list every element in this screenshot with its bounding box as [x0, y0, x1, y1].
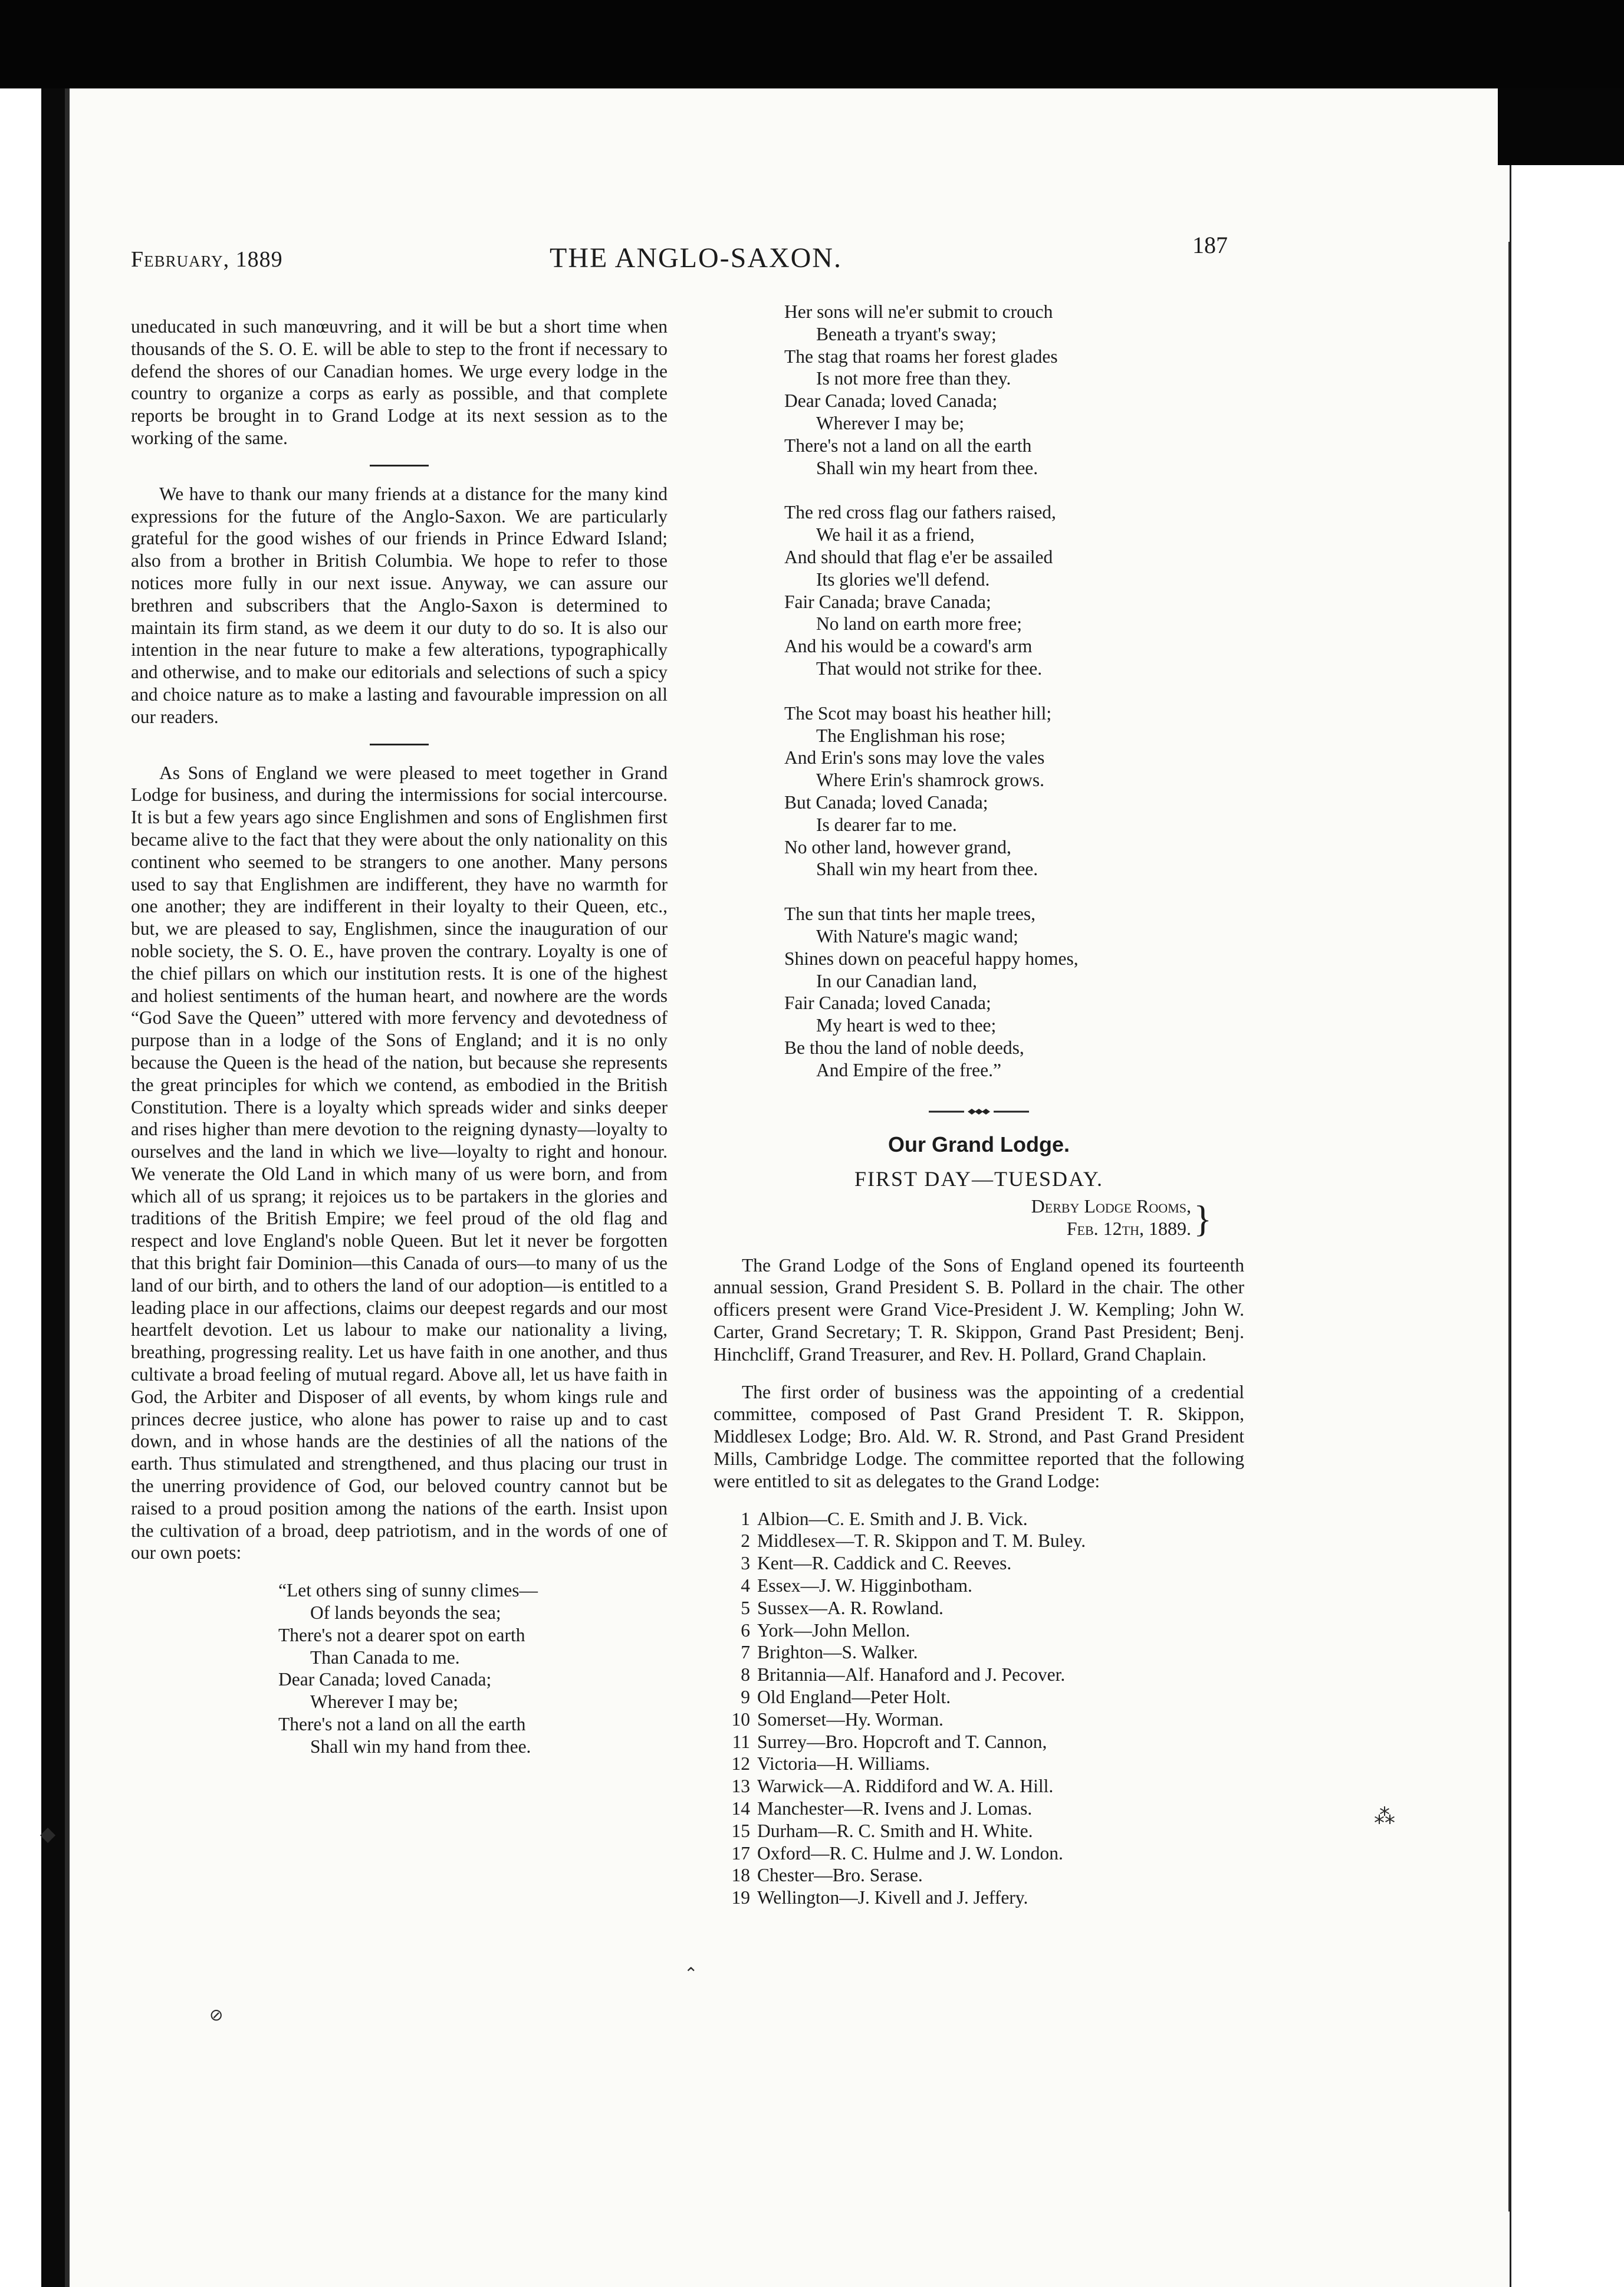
list-item [714, 1753, 1244, 1775]
list-item [714, 1686, 1244, 1708]
list-text: Wellington—J. Kivell and J. Jeffery. [757, 1887, 1028, 1908]
list-number: 10 [731, 1708, 750, 1730]
poem-line: Its glories we'll defend. [816, 569, 990, 590]
poem-line: With Nature's magic wand; [816, 925, 1018, 947]
poem-line: And Empire of the free.” [816, 1059, 1001, 1080]
poem-line: Wherever I may be; [310, 1691, 458, 1713]
list-item [714, 1708, 1244, 1731]
poem-line: No land on earth more free; [816, 613, 1022, 635]
poem-line: “Let others sing of sunny climes— [278, 1580, 538, 1601]
poem-line: Beneath a tryant's sway; [816, 323, 997, 344]
list-number: 7 [741, 1642, 750, 1663]
section-rule [370, 744, 429, 745]
list-text: Surrey—Bro. Hopcroft and T. Cannon, [757, 1731, 1047, 1752]
poem-line: Than Canada to me. [310, 1647, 460, 1668]
list-item [714, 1597, 1244, 1619]
paragraph-opening: The Grand Lodge of the Sons of England opened its fourteenth annual session, Grand President S. B. Pollard in the chair. The other officers present were Grand Vice-President J. W. Kempling; John W. Carter, Grand Secretary; T. R. Skippon, Grand Past President; Benj. Hinchcliff, Grand Treasurer, and Rev. H. Pollard, Grand Chaplain. [714, 1254, 1244, 1365]
ink-scratch-icon: ⁂ [1374, 1805, 1395, 1829]
poem-line: Wherever I may be; [816, 412, 964, 433]
poem-line: But Canada; loved Canada; [784, 791, 988, 813]
poem-stanza-4 [714, 903, 1244, 1081]
list-text: Warwick—A. Riddiford and W. A. Hill. [757, 1776, 1054, 1797]
poem-line: Be thou the land of noble deeds, [784, 1037, 1024, 1058]
list-item [714, 1552, 1244, 1575]
list-item [714, 1798, 1244, 1820]
list-item [714, 1530, 1244, 1552]
list-item [714, 1731, 1244, 1753]
brace-icon: } [1194, 1198, 1212, 1240]
list-text: Brighton—S. Walker. [757, 1642, 918, 1663]
list-text: Britannia—Alf. Hanaford and J. Pecover. [757, 1664, 1066, 1685]
list-number: 19 [731, 1887, 750, 1908]
list-item [714, 1820, 1244, 1842]
poem-line: Shall win my hand from thee. [310, 1736, 531, 1757]
list-text: Oxford—R. C. Hulme and J. W. London. [757, 1842, 1063, 1864]
poem-line: Dear Canada; loved Canada; [784, 390, 998, 412]
ink-blot-icon: ◆ [40, 1822, 56, 1846]
list-number: 5 [741, 1597, 750, 1618]
binding-edge [65, 88, 70, 2287]
list-item [714, 1619, 1244, 1642]
poem-line: My heart is wed to thee; [816, 1015, 997, 1036]
ornament-rule-icon [929, 1108, 1029, 1116]
binding-shadow [41, 88, 65, 2287]
page-header [131, 232, 1228, 284]
list-number: 11 [732, 1731, 750, 1752]
list-item [714, 1775, 1244, 1798]
list-text: Chester—Bro. Serase. [757, 1865, 923, 1886]
list-item [714, 1508, 1244, 1530]
dateline-date: Feb. 12th, 1889. [1066, 1217, 1191, 1239]
poem-line: Is dearer far to me. [816, 814, 957, 835]
list-text: Durham—R. C. Smith and H. White. [757, 1820, 1033, 1841]
poem-line: There's not a land on all the earth [784, 435, 1032, 456]
poem-line: And Erin's sons may love the vales [784, 747, 1045, 768]
poem-line: That would not strike for thee. [816, 658, 1043, 679]
list-item [714, 1575, 1244, 1597]
list-text: Essex—J. W. Higginbotham. [757, 1575, 972, 1596]
list-number: 2 [741, 1530, 750, 1552]
poem-line: Is not more free than they. [816, 368, 1011, 389]
list-number: 15 [731, 1820, 750, 1841]
poem-line: Shall win my heart from thee. [816, 457, 1038, 478]
poem-line: We hail it as a friend, [816, 524, 975, 546]
poem-line: Of lands beyonds the sea; [310, 1602, 501, 1624]
poem-line: Her sons will ne'er submit to crouch [784, 301, 1053, 322]
ink-smudge-icon: ⊘ [209, 2005, 223, 2025]
list-number: 9 [741, 1687, 750, 1708]
list-text: Sussex—A. R. Rowland. [757, 1597, 944, 1618]
list-text: Middlesex—T. R. Skippon and T. M. Buley. [757, 1530, 1086, 1552]
poem-line: Where Erin's shamrock grows. [816, 770, 1045, 791]
poem-line: And his would be a coward's arm [784, 636, 1033, 657]
list-text: Somerset—Hy. Worman. [757, 1708, 944, 1730]
poem-line: The sun that tints her maple trees, [784, 903, 1036, 925]
list-number: 14 [731, 1798, 750, 1819]
poem-line: Dear Canada; loved Canada; [278, 1669, 492, 1690]
poem-canada [131, 1579, 668, 1757]
list-item [714, 1887, 1244, 1909]
right-column [714, 301, 1244, 1909]
left-column [131, 316, 668, 1780]
poem-stanza-1 [714, 301, 1244, 479]
list-number: 1 [741, 1508, 750, 1529]
poem-line: The red cross flag our fathers raised, [784, 502, 1056, 523]
poem-line: Fair Canada; brave Canada; [784, 591, 991, 612]
section-rule [370, 465, 429, 466]
subheading-first-day: FIRST DAY—TUESDAY. [854, 1167, 1104, 1191]
list-text: Victoria—H. Williams. [757, 1753, 930, 1775]
scan-top-border [0, 0, 1624, 88]
dateline [714, 1195, 1244, 1240]
list-number: 3 [741, 1553, 750, 1574]
poem-line: In our Canadian land, [816, 970, 977, 991]
issue-date: February, 1889 [131, 247, 283, 272]
ornament-divider [714, 1104, 1244, 1116]
scan-top-right-border [1498, 88, 1624, 165]
scan-left-margin [0, 88, 41, 2287]
paragraph-committee: The first order of business was the appointing of a credential committee, composed of Past Grand President T. R. Skippon, Middlesex Lodge; Bro. Ald. W. R. Strond, and Past Grand President Mills, Cambridge Lodge. The committee reported that the following were entitled to sit as delegates to the Grand Lodge: [714, 1381, 1244, 1491]
list-item [714, 1842, 1244, 1865]
dateline-place: Derby Lodge Rooms, [1031, 1195, 1191, 1217]
poem-line: The Englishman his rose; [816, 725, 1006, 746]
list-number: 4 [741, 1575, 750, 1596]
delegates-list [714, 1508, 1244, 1909]
list-text: York—John Mellon. [757, 1619, 910, 1641]
list-number: 8 [741, 1664, 750, 1685]
list-item [714, 1641, 1244, 1664]
list-text: Kent—R. Caddick and C. Reeves. [757, 1553, 1012, 1574]
poem-line: No other land, however grand, [784, 836, 1011, 857]
poem-stanza-2 [714, 501, 1244, 679]
poem-line: And should that flag e'er be assailed [784, 546, 1053, 567]
poem-line: There's not a land on all the earth [278, 1714, 526, 1735]
page-number: 187 [1192, 232, 1228, 258]
list-item [714, 1864, 1244, 1887]
list-number: 17 [731, 1842, 750, 1864]
poem-line: Shall win my heart from thee. [816, 859, 1038, 880]
poem-line: Fair Canada; loved Canada; [784, 993, 991, 1014]
poem-line: The Scot may boast his heather hill; [784, 702, 1052, 724]
list-number: 6 [741, 1619, 750, 1641]
poem-line: Shines down on peaceful happy homes, [784, 948, 1079, 969]
list-text: Albion—C. E. Smith and J. B. Vick. [757, 1508, 1028, 1529]
ink-speck-icon: ⌃ [684, 1964, 698, 1983]
list-number: 18 [731, 1865, 750, 1886]
scan-right-margin [1510, 165, 1624, 2287]
list-number: 13 [731, 1776, 750, 1797]
list-text: Old England—Peter Holt. [757, 1687, 951, 1708]
list-number: 12 [731, 1753, 750, 1775]
poem-line: The stag that roams her forest glades [784, 346, 1058, 367]
section-heading-grand-lodge: Our Grand Lodge. [887, 1132, 1070, 1156]
paragraph-thanks: We have to thank our many friends at a distance for the many kind expressions for the future of the Anglo-Saxon. We are particularly grateful for the good wishes of our friends in Prince Edward Island; also from a brother in British Columbia. We hope to refer to those notices more fully in our next issue. Anyway, we can assure our brethren and subscribers that the Anglo-Saxon is determined to maintain its firm stand, as we deem it our duty to do so. It is also our intention in the near future to make a few alterations, typographically and otherwise, and to make our editorials and selections of such a spicy and choice nature as to make a lasting and favourable impression on all our readers. [131, 483, 668, 727]
paragraph-sons-of-england: As Sons of England we were pleased to meet together in Grand Lodge for business, and during the intermissions for social intercourse. It is but a few years ago since Englishmen and sons of Englishmen first became alive to the fact that they were about the only nationality on this continent who seemed to be strangers to one another. Many persons used to say that Englishmen are indifferent, they have no warmth for one another; they are indifferent in their loyalty to their Queen, etc., but, we are pleased to say, Englishmen, since the inauguration of our noble society, the S. O. E., have proven the contrary. Loyalty is one of the chief pillars on which our institution rests. It is one of the highest and holiest sentiments of the human heart, and nowhere are the words “God Save the Queen” uttered with more fervency and devotedness of purpose than in a lodge of the Sons of England; and it is no only because the Queen is the head of the nation, but because she represents the great principles for which we contend, as embodied in the British Constitution. There is a loyalty which spreads wider and sinks deeper and rises higher than mere devotion to the reigning dynasty—loyalty to ourselves and the land in which we live—loyalty to right and honour. We venerate the Old Land in which many of us were born, and from which all of us sprang; it rejoices us to be partakers in the glories and traditions of the British Empire; we feel proud of the old flag and respect and love England's noble Queen. But let it never be forgotten that this bright fair Dominion—this Canada of ours—to many of us the land of our birth, and to others the land of our adoption—is entitled to a leading place in our affections, claims our deepest regards and our most heartfelt devotion. Let us labour to make our nationality a living, breathing, progressing reality. Let us have faith in one another, and thus cultivate a broad feeling of mutual regard. Above all, let us have faith in God, the Arbiter and Disposer of all events, by whom kings rule and princes decree justice, who alone has power to raise up and to cast down, and in whose hands are the destinies of all the nations of the earth. Thus stimulated and strengthened, and thus placing our trust in the unerring providence of God, our beloved country cannot but be raised to a proud position among the nations of the earth. Insist upon the cultivation of a broad, deep patriotism, and in the words of one of our own poets: [131, 762, 668, 1563]
list-item [714, 1664, 1244, 1686]
list-text: Manchester—R. Ivens and J. Lomas. [757, 1798, 1033, 1819]
publication-title: THE ANGLO-SAXON. [550, 242, 842, 274]
paragraph-corps: uneducated in such manœuvring, and it will be but a short time when thousands of the S. O. E. will be able to step to the front if necessary to defend the shores of our Canadian homes. We urge every lodge in the country to organize a corps as early as possible, and that complete reports be brought in to Grand Lodge at its next session as to the working of the same. [131, 316, 668, 448]
poem-stanza-3 [714, 702, 1244, 880]
poem-line: There's not a dearer spot on earth [278, 1624, 525, 1645]
